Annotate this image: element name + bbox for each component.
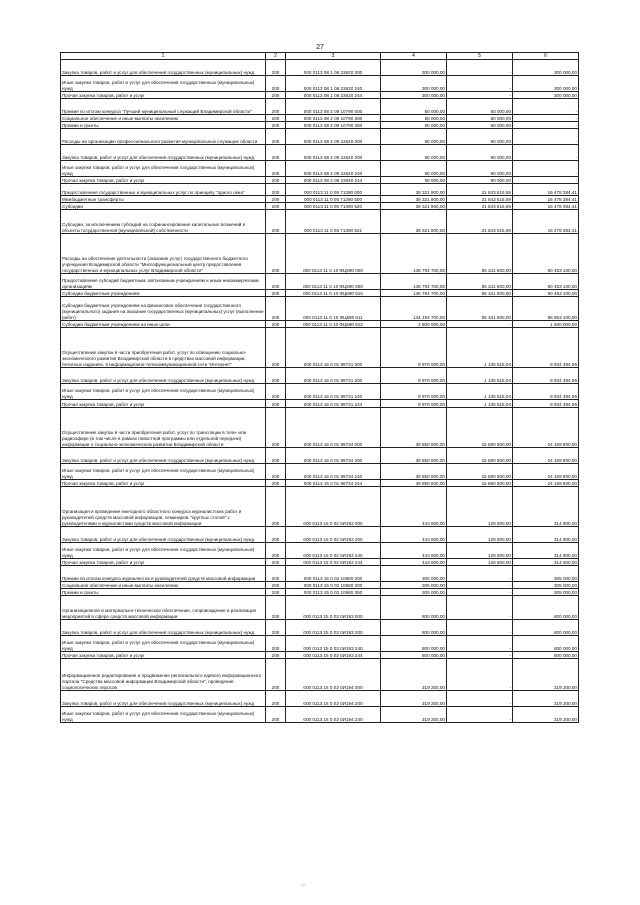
row-executed-amount: 15 680 800,00 (447, 448, 513, 464)
row-executed-amount: 90 000,00 (447, 145, 513, 161)
table-row (61, 122, 579, 129)
header-col-2: 2 (266, 53, 286, 60)
row-description: Прочая закупка товаров, работ и услуг (61, 400, 266, 408)
row-description: Закупка товаров, работ и услуг для обеспечения государственных (муниципальных) нужд (61, 448, 266, 464)
row-description: Иные закупки товаров, работ и услуг для обеспечения государственных (муниципальных) нужд (61, 464, 266, 480)
row-approved-amount: 39 850 600,00 (381, 480, 447, 487)
row-executed-amount: 55 341 600,00 (447, 290, 513, 297)
row-description: Премии и гранты (61, 122, 266, 129)
row-budget-code: 000 0113 11 0 05 71390 500 (286, 196, 381, 203)
row-budget-code: 000 0113 11 0 05 71390 000 (286, 184, 381, 196)
row-unexecuted-amount: - (513, 122, 579, 129)
row-approved-amount: 38 321 900,00 (381, 196, 447, 203)
table-row (61, 582, 579, 589)
row-executed-amount: 90 000,00 (447, 129, 513, 145)
row-unexecuted-amount: 8 834 484,96 (513, 328, 579, 368)
row-line-code: 200 (266, 464, 286, 480)
row-executed-amount: - (447, 92, 513, 99)
row-description: Субсидии бюджетным учреждениям на финансовое обеспечение государственного (муниципального) задания на оказание государственных (муниципальных) услуг (выполнение работ) (61, 297, 266, 321)
row-approved-amount: 800 000,00 (381, 596, 447, 620)
row-description: Расходы на обеспечение деятельности (оказание услуг) государственного бюджетного учреждения Владимирской области "Многофункциональный центр предоставления государственных и муниципальных услуг Владимирской области" (61, 234, 266, 274)
row-budget-code: 000 0113 15 0 03 0И194 240 (286, 707, 381, 723)
row-executed-amount: 1 135 515,04 (447, 400, 513, 408)
table-row (61, 177, 579, 184)
row-budget-code: 000 0113 08 2 09 23640 244 (286, 177, 381, 184)
row-executed-amount: 90 000,00 (447, 177, 513, 184)
row-description: Прочая закупка товаров, работ и услуг (61, 480, 266, 487)
row-approved-amount: 60 000,00 (381, 115, 447, 122)
row-executed-amount: - (447, 691, 513, 707)
row-executed-amount: - (447, 620, 513, 636)
table-row (61, 636, 579, 652)
row-line-code: 200 (266, 290, 286, 297)
row-description: Иные закупки товаров, работ и услуг для обеспечения государственных (муниципальных) нужд (61, 543, 266, 559)
row-unexecuted-amount: 319 200,00 (513, 659, 579, 691)
row-approved-amount: 90 000,00 (381, 161, 447, 177)
row-approved-amount: 39 850 600,00 (381, 448, 447, 464)
table-row (61, 487, 579, 527)
row-line-code: 200 (266, 652, 286, 659)
row-executed-amount: 55 341 600,00 (447, 297, 513, 321)
row-budget-code: 000 0113 15 0 01 98734 200 (286, 448, 381, 464)
row-line-code: 200 (266, 384, 286, 400)
row-description: Премия по итогам конкурса "Лучший муниципальный служащий Владимирской области" (61, 99, 266, 115)
row-line-code: 200 (266, 129, 286, 145)
row-line-code: 200 (266, 184, 286, 196)
row-unexecuted-amount: 16 478 384,41 (513, 203, 579, 210)
row-unexecuted-amount: 16 478 384,41 (513, 210, 579, 234)
row-description: Предоставление субсидий бюджетным, автономным учреждениям и иным некоммерческим организациям (61, 274, 266, 290)
row-unexecuted-amount: 305 000,00 (513, 589, 579, 596)
table-row (61, 290, 579, 297)
row-approved-amount: 319 200,00 (381, 691, 447, 707)
table-row (61, 60, 579, 76)
row-approved-amount: 145 794 700,00 (381, 290, 447, 297)
row-executed-amount: 90 000,00 (447, 161, 513, 177)
row-description: Закупка товаров, работ и услуг для обеспечения государственных (муниципальных) нужд (61, 691, 266, 707)
row-executed-amount: 60 000,00 (447, 122, 513, 129)
row-budget-code: 000 0113 08 1 08 23620 244 (286, 92, 381, 99)
row-unexecuted-amount: 24 169 800,00 (513, 448, 579, 464)
row-executed-amount: 15 680 800,00 (447, 408, 513, 448)
row-line-code: 200 (266, 527, 286, 543)
row-executed-amount: 60 000,00 (447, 115, 513, 122)
row-description: Субсидии, за исключением субсидий на софинансирование капитальных вложений в объекты государственной (муниципальной) собственности (61, 210, 266, 234)
table-row (61, 328, 579, 368)
row-approved-amount: 39 850 600,00 (381, 408, 447, 448)
row-description: Прочая закупка товаров, работ и услуг (61, 92, 266, 99)
row-description: Социальное обеспечение и иные выплаты населению (61, 115, 266, 122)
row-line-code: 200 (266, 99, 286, 115)
row-unexecuted-amount: - (513, 129, 579, 145)
row-executed-amount: - (447, 589, 513, 596)
row-description: Закупка товаров, работ и услуг для обеспечения государственных (муниципальных) нужд (61, 145, 266, 161)
row-approved-amount: 90 000,00 (381, 129, 447, 145)
table-row (61, 99, 579, 115)
row-line-code: 200 (266, 161, 286, 177)
row-unexecuted-amount: - (513, 177, 579, 184)
row-executed-amount: 21 843 515,59 (447, 184, 513, 196)
table-row (61, 589, 579, 596)
row-unexecuted-amount: 8 834 484,96 (513, 368, 579, 384)
row-approved-amount: 800 000,00 (381, 652, 447, 659)
row-line-code: 200 (266, 60, 286, 76)
table-row (61, 196, 579, 203)
row-line-code: 200 (266, 321, 286, 328)
row-budget-code: 000 0113 15 0 03 0И193 200 (286, 620, 381, 636)
row-approved-amount: 9 970 000,00 (381, 384, 447, 400)
row-description: Субсидии бюджетным учреждениям на иные цели (61, 321, 266, 328)
table-row (61, 596, 579, 620)
row-line-code: 200 (266, 659, 286, 691)
row-line-code: 200 (266, 196, 286, 203)
row-approved-amount: 144 194 700,00 (381, 297, 447, 321)
table-row (61, 707, 579, 723)
row-line-code: 200 (266, 328, 286, 368)
row-executed-amount: 128 800,00 (447, 543, 513, 559)
table-row (61, 321, 579, 328)
row-budget-code: 000 0113 08 2 09 10790 000 (286, 99, 381, 115)
row-approved-amount: 145 794 700,00 (381, 234, 447, 274)
row-executed-amount: 128 800,00 (447, 527, 513, 543)
row-unexecuted-amount: - (513, 145, 579, 161)
table-row (61, 210, 579, 234)
row-unexecuted-amount: 8 834 484,96 (513, 400, 579, 408)
row-unexecuted-amount: 8 834 484,96 (513, 384, 579, 400)
row-line-code: 200 (266, 559, 286, 566)
row-approved-amount: 800 000,00 (381, 636, 447, 652)
row-description: Организационное и материально-техническое обеспечение, сопровождение и реализация мероприятий в сфере средств массовой информации (61, 596, 266, 620)
row-description: Закупка товаров, работ и услуг для обеспечения государственных (муниципальных) нужд (61, 620, 266, 636)
row-budget-code: 000 0113 15 0 03 0И194 000 (286, 659, 381, 691)
row-budget-code: 000 0113 15 0 02 10680 000 (286, 566, 381, 582)
row-executed-amount: - (447, 659, 513, 691)
row-executed-amount: - (447, 321, 513, 328)
row-description: Субсидии (61, 203, 266, 210)
row-approved-amount: 60 000,00 (381, 99, 447, 115)
row-description: Организация и проведение ежегодного областного конкурса журналистских работ и руководителей средств массовой информации, семинаров, "круглых столов" с руководителями и журналистами средств массовой информации (61, 487, 266, 527)
row-budget-code: 000 0113 11 0 10 ФЦ590 612 (286, 321, 381, 328)
row-description: Расходы на организацию профессионального развития муниципальных служащих области (61, 129, 266, 145)
row-unexecuted-amount: 24 169 800,00 (513, 464, 579, 480)
row-unexecuted-amount: 314 800,00 (513, 559, 579, 566)
row-executed-amount: - (447, 566, 513, 582)
row-budget-code: 000 0113 08 2 09 23640 240 (286, 161, 381, 177)
row-executed-amount: 1 135 515,04 (447, 328, 513, 368)
row-budget-code: 000 0113 11 0 10 ФЦ590 611 (286, 297, 381, 321)
row-executed-amount: - (447, 582, 513, 589)
table-row (61, 400, 579, 408)
row-budget-code: 000 0113 08 2 09 10790 300 (286, 115, 381, 122)
row-line-code: 200 (266, 234, 286, 274)
row-approved-amount: 1 600 000,00 (381, 321, 447, 328)
row-executed-amount: 15 680 800,00 (447, 464, 513, 480)
row-line-code: 200 (266, 177, 286, 184)
table-header-row (61, 53, 579, 60)
row-executed-amount: - (447, 636, 513, 652)
row-unexecuted-amount: 305 000,00 (513, 582, 579, 589)
row-budget-code: 000 0113 08 2 09 23640 000 (286, 129, 381, 145)
row-budget-code: 000 0113 11 0 05 71390 520 (286, 203, 381, 210)
row-line-code: 200 (266, 203, 286, 210)
row-line-code: 200 (266, 115, 286, 122)
row-approved-amount: 319 200,00 (381, 707, 447, 723)
table-row (61, 566, 579, 582)
row-unexecuted-amount: 90 453 100,00 (513, 234, 579, 274)
row-unexecuted-amount: 300 000,00 (513, 60, 579, 76)
row-unexecuted-amount: 90 453 100,00 (513, 290, 579, 297)
row-line-code: 200 (266, 596, 286, 620)
table-row (61, 92, 579, 99)
row-budget-code: 000 0113 15 0 01 98731 244 (286, 400, 381, 408)
row-budget-code: 000 0113 15 0 01 98731 000 (286, 328, 381, 368)
row-description: Осуществление закупок в части приобретения работ, услуг по освещению социально-экономического развития Владимирской области в средствах массовой информации, печатных изданиях, в информационно-телекоммуникационной сети "Интернет" (61, 328, 266, 368)
row-budget-code: 000 0113 11 0 10 ФЦ590 600 (286, 274, 381, 290)
row-approved-amount: 443 600,00 (381, 559, 447, 566)
row-unexecuted-amount: 800 000,00 (513, 652, 579, 659)
row-budget-code: 000 0113 15 0 01 98731 200 (286, 368, 381, 384)
row-unexecuted-amount: - (513, 99, 579, 115)
row-approved-amount: 443 600,00 (381, 527, 447, 543)
table-row (61, 274, 579, 290)
table-row (61, 620, 579, 636)
row-executed-amount: 1 135 515,04 (447, 384, 513, 400)
row-description: Закупка товаров, работ и услуг для обеспечения государственных (муниципальных) нужд (61, 368, 266, 384)
table-row (61, 368, 579, 384)
row-budget-code: 000 0113 15 0 01 98734 240 (286, 464, 381, 480)
row-unexecuted-amount: - (513, 161, 579, 177)
row-description: Премии и гранты (61, 589, 266, 596)
row-description: Иные закупки товаров, работ и услуг для обеспечения государственных (муниципальных) нужд (61, 76, 266, 92)
row-approved-amount: 443 600,00 (381, 543, 447, 559)
row-unexecuted-amount: 314 800,00 (513, 487, 579, 527)
row-line-code: 200 (266, 122, 286, 129)
table-row (61, 184, 579, 196)
row-unexecuted-amount: 319 200,00 (513, 691, 579, 707)
row-budget-code: 000 0113 15 0 03 0И193 000 (286, 596, 381, 620)
row-executed-amount: 128 800,00 (447, 559, 513, 566)
row-budget-code: 000 0113 15 0 02 10680 300 (286, 582, 381, 589)
row-description: Иные закупки товаров, работ и услуг для обеспечения государственных (муниципальных) нужд (61, 161, 266, 177)
row-unexecuted-amount: 90 453 100,00 (513, 274, 579, 290)
row-approved-amount: 60 000,00 (381, 122, 447, 129)
row-unexecuted-amount: 314 800,00 (513, 527, 579, 543)
row-unexecuted-amount: 314 800,00 (513, 543, 579, 559)
row-description: Информационное редактирование и продвижение регионального единого информационного портала "Средства массовой информации Владимирской области", проведение социологических опросов (61, 659, 266, 691)
row-budget-code: 000 0113 08 2 09 23640 200 (286, 145, 381, 161)
row-unexecuted-amount: 800 000,00 (513, 636, 579, 652)
table-row (61, 652, 579, 659)
row-line-code: 200 (266, 707, 286, 723)
row-line-code: 200 (266, 210, 286, 234)
row-budget-code: 000 0113 11 0 10 ФЦ590 000 (286, 234, 381, 274)
scan-smudge (300, 883, 306, 887)
row-line-code: 200 (266, 620, 286, 636)
budget-table (60, 52, 579, 723)
table-row (61, 234, 579, 274)
row-line-code: 200 (266, 400, 286, 408)
table-row (61, 527, 579, 543)
table-row (61, 464, 579, 480)
row-budget-code: 000 0113 15 0 01 98734 244 (286, 480, 381, 487)
row-description: Осуществление закупок в части приобретения работ, услуг по трансляции в теле- или радиоэфире (в том числе в рамках новостной программы или отдельной передачи) информации о социально-экономическом развитии Владимирской области (61, 408, 266, 448)
header-col-5: 5 (447, 53, 513, 60)
row-executed-amount: 55 341 600,00 (447, 274, 513, 290)
row-executed-amount: 1 135 515,04 (447, 368, 513, 384)
row-description: Иные закупки товаров, работ и услуг для обеспечения государственных (муниципальных) нужд (61, 384, 266, 400)
row-unexecuted-amount: 16 478 384,41 (513, 184, 579, 196)
table-row (61, 203, 579, 210)
row-approved-amount: 9 970 000,00 (381, 400, 447, 408)
row-approved-amount: 90 000,00 (381, 177, 447, 184)
row-unexecuted-amount: 300 000,00 (513, 92, 579, 99)
row-executed-amount: - (447, 596, 513, 620)
row-approved-amount: 300 000,00 (381, 92, 447, 99)
table-row (61, 691, 579, 707)
row-line-code: 200 (266, 448, 286, 464)
table-row (61, 115, 579, 122)
row-approved-amount: 145 794 700,00 (381, 274, 447, 290)
row-description: Субсидии бюджетным учреждениям (61, 290, 266, 297)
row-unexecuted-amount: 305 000,00 (513, 566, 579, 582)
header-col-6: 6 (513, 53, 579, 60)
row-approved-amount: 39 850 600,00 (381, 464, 447, 480)
table-row (61, 559, 579, 566)
table-row (61, 297, 579, 321)
table-row (61, 659, 579, 691)
row-unexecuted-amount: 1 600 000,00 (513, 321, 579, 328)
row-line-code: 200 (266, 408, 286, 448)
row-unexecuted-amount: 300 000,00 (513, 76, 579, 92)
row-line-code: 200 (266, 145, 286, 161)
row-executed-amount: - (447, 76, 513, 92)
row-executed-amount: 55 341 600,00 (447, 234, 513, 274)
table-row (61, 129, 579, 145)
row-line-code: 200 (266, 566, 286, 582)
header-col-1: 1 (61, 53, 266, 60)
row-budget-code: 000 0113 11 0 05 71390 521 (286, 210, 381, 234)
page-number: 27 (316, 44, 324, 51)
table-body (61, 60, 579, 723)
row-line-code: 200 (266, 76, 286, 92)
row-approved-amount: 300 000,00 (381, 60, 447, 76)
table-row (61, 384, 579, 400)
row-description: Социальное обеспечение и иные выплаты населению (61, 582, 266, 589)
row-description: Предоставление государственных и муниципальных услуг по принципу "одного окна" (61, 184, 266, 196)
row-executed-amount: - (447, 60, 513, 76)
table-row (61, 448, 579, 464)
row-unexecuted-amount: 16 478 384,41 (513, 196, 579, 203)
row-line-code: 200 (266, 636, 286, 652)
row-budget-code: 000 0113 15 0 01 98734 000 (286, 408, 381, 448)
row-budget-code: 000 0113 15 0 03 0И193 240 (286, 636, 381, 652)
row-unexecuted-amount: 800 000,00 (513, 596, 579, 620)
table-row (61, 161, 579, 177)
row-approved-amount: 9 970 000,00 (381, 368, 447, 384)
row-executed-amount: - (447, 707, 513, 723)
row-unexecuted-amount: 319 200,00 (513, 707, 579, 723)
row-approved-amount: 38 321 900,00 (381, 203, 447, 210)
table-row (61, 408, 579, 448)
header-col-3: 3 (286, 53, 381, 60)
row-executed-amount: 128 800,00 (447, 487, 513, 527)
row-line-code: 200 (266, 582, 286, 589)
row-line-code: 200 (266, 368, 286, 384)
row-unexecuted-amount: 24 169 800,00 (513, 480, 579, 487)
row-executed-amount: - (447, 652, 513, 659)
row-executed-amount: 21 843 515,59 (447, 203, 513, 210)
row-budget-code: 000 0113 15 0 02 10680 350 (286, 589, 381, 596)
row-budget-code: 000 0113 15 0 03 0И194 200 (286, 691, 381, 707)
row-budget-code: 000 0113 15 0 01 98731 240 (286, 384, 381, 400)
row-executed-amount: 21 843 515,59 (447, 210, 513, 234)
row-executed-amount: 60 000,00 (447, 99, 513, 115)
row-approved-amount: 305 000,00 (381, 566, 447, 582)
row-description: Закупка товаров, работ и услуг для обеспечения государственных (муниципальных) нужд (61, 527, 266, 543)
row-description: Прочая закупка товаров, работ и услуг (61, 177, 266, 184)
row-description: Закупка товаров, работ и услуг для обеспечения государственных (муниципальных) нужд (61, 60, 266, 76)
row-line-code: 200 (266, 274, 286, 290)
row-line-code: 200 (266, 297, 286, 321)
table-row (61, 145, 579, 161)
row-description: Иные закупки товаров, работ и услуг для обеспечения государственных (муниципальных) нужд (61, 636, 266, 652)
table-row (61, 76, 579, 92)
row-line-code: 200 (266, 691, 286, 707)
row-approved-amount: 90 000,00 (381, 145, 447, 161)
row-approved-amount: 300 000,00 (381, 76, 447, 92)
row-approved-amount: 319 200,00 (381, 659, 447, 691)
row-unexecuted-amount: 800 000,00 (513, 620, 579, 636)
row-description: Прочая закупка товаров, работ и услуг (61, 652, 266, 659)
row-description: Межбюджетные трансферты (61, 196, 266, 203)
row-approved-amount: 800 000,00 (381, 620, 447, 636)
row-line-code: 200 (266, 487, 286, 527)
row-budget-code: 000 0113 08 1 08 23620 200 (286, 60, 381, 76)
row-approved-amount: 305 000,00 (381, 589, 447, 596)
row-approved-amount: 38 321 900,00 (381, 210, 447, 234)
row-line-code: 200 (266, 589, 286, 596)
row-unexecuted-amount: 88 853 100,00 (513, 297, 579, 321)
row-approved-amount: 443 600,00 (381, 487, 447, 527)
row-budget-code: 000 0113 15 0 02 0И192 240 (286, 543, 381, 559)
table-row (61, 480, 579, 487)
row-approved-amount: 9 970 000,00 (381, 328, 447, 368)
row-description: Иные закупки товаров, работ и услуг для обеспечения государственных (муниципальных) нужд (61, 707, 266, 723)
row-executed-amount: 15 680 800,00 (447, 480, 513, 487)
row-description: Премии по итогам конкурса журналистов и руководителей средств массовой информации (61, 566, 266, 582)
row-budget-code: 000 0113 15 0 02 0И192 244 (286, 559, 381, 566)
row-budget-code: 000 0113 15 0 02 0И192 000 (286, 487, 381, 527)
row-budget-code: 000 0113 15 0 02 0И192 200 (286, 527, 381, 543)
row-unexecuted-amount: - (513, 115, 579, 122)
row-description: Прочая закупка товаров, работ и услуг (61, 559, 266, 566)
row-unexecuted-amount: 24 169 800,00 (513, 408, 579, 448)
row-budget-code: 000 0113 08 2 09 10790 350 (286, 122, 381, 129)
row-executed-amount: 21 843 515,59 (447, 196, 513, 203)
row-budget-code: 000 0113 15 0 03 0И193 244 (286, 652, 381, 659)
header-col-4: 4 (381, 53, 447, 60)
row-approved-amount: 305 000,00 (381, 582, 447, 589)
row-line-code: 200 (266, 480, 286, 487)
table-row (61, 543, 579, 559)
row-budget-code: 000 0113 11 0 10 ФЦ590 610 (286, 290, 381, 297)
row-budget-code: 000 0113 08 1 08 23620 240 (286, 76, 381, 92)
row-line-code: 200 (266, 543, 286, 559)
row-line-code: 200 (266, 92, 286, 99)
row-approved-amount: 38 321 900,00 (381, 184, 447, 196)
